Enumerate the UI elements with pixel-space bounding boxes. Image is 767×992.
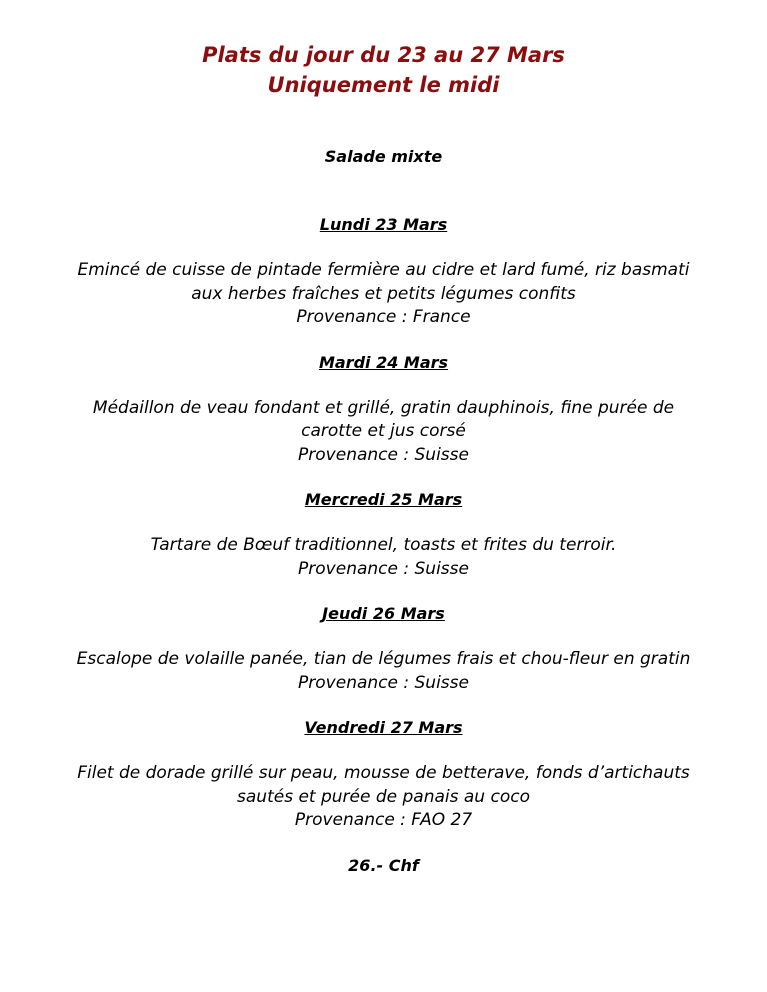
day-title: Mercredi 25 Mars bbox=[304, 490, 463, 509]
daily-dishes bbox=[0, 214, 767, 877]
menu-header bbox=[0, 40, 767, 100]
dish-description: Escalope de volaille panée, tian de légumes frais et chou-fleur en gratin bbox=[76, 649, 691, 669]
day-friday bbox=[0, 717, 767, 833]
dish-description: Emincé de cuisse de pintade fermière au cidre et lard fumé, riz basmati aux herbes fraîches et petits légumes confits bbox=[77, 260, 690, 304]
dish-description: Médaillon de veau fondant et grillé, gratin dauphinois, fine purée de carotte et jus corsé bbox=[92, 397, 675, 441]
dish-provenance: Provenance : Suisse bbox=[298, 444, 469, 465]
menu-subtitle: Uniquement le midi bbox=[267, 73, 500, 97]
day-title: Vendredi 27 Mars bbox=[304, 718, 463, 737]
day-wednesday bbox=[0, 489, 767, 581]
dish-provenance: Provenance : France bbox=[296, 307, 471, 327]
day-title: Lundi 23 Mars bbox=[319, 215, 448, 234]
dish-provenance: Provenance : FAO 27 bbox=[294, 810, 473, 830]
menu-title: Plats du jour du 23 au 27 Mars bbox=[202, 43, 565, 67]
dish-provenance: Provenance : Suisse bbox=[298, 558, 469, 579]
starter-item: Salade mixte bbox=[324, 147, 443, 166]
dish-provenance: Provenance : Suisse bbox=[298, 672, 469, 693]
day-title: Mardi 24 Mars bbox=[318, 352, 449, 372]
dish-description: Filet de dorade grillé sur peau, mousse de betterave, fonds d’artichauts sautés et purée de panais au coco bbox=[77, 763, 690, 807]
day-tuesday bbox=[0, 352, 767, 468]
day-thursday bbox=[0, 603, 767, 695]
dish-description: Tartare de Bœuf traditionnel, toasts et frites du terroir. bbox=[150, 535, 617, 555]
day-title: Jeudi 26 Mars bbox=[322, 604, 445, 623]
menu-price: 26.- Chf bbox=[348, 855, 419, 875]
day-monday bbox=[0, 214, 767, 330]
